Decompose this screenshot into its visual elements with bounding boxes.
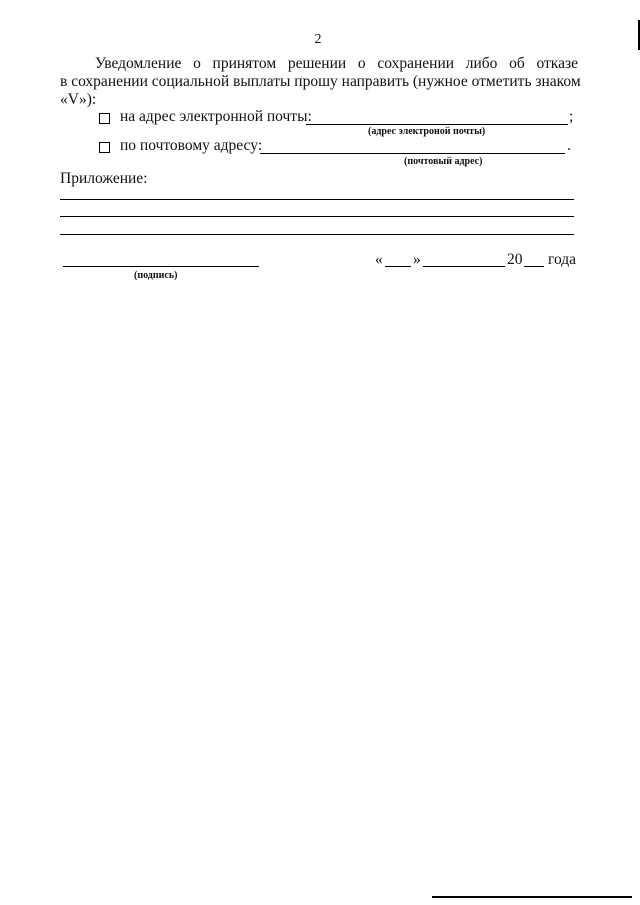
date-year-line[interactable] bbox=[524, 266, 544, 267]
signature-caption: (подпись) bbox=[134, 270, 178, 281]
date-month-line[interactable] bbox=[423, 266, 505, 267]
email-option-label: на адрес электронной почты: bbox=[120, 108, 312, 125]
attachment-line-2[interactable] bbox=[60, 216, 574, 217]
date-close-quote: » bbox=[413, 251, 421, 268]
email-input-line[interactable] bbox=[306, 124, 568, 125]
notice-line-1: Уведомление о принятом решении о сохранении либо об отказе bbox=[95, 55, 578, 72]
postal-input-line[interactable] bbox=[260, 153, 565, 154]
postal-option-label: по почтовому адресу: bbox=[120, 137, 263, 154]
date-day-line[interactable] bbox=[385, 266, 411, 267]
email-checkbox[interactable] bbox=[99, 113, 110, 124]
attachment-line-3[interactable] bbox=[60, 234, 574, 235]
postal-line-end: . bbox=[567, 137, 571, 154]
date-open-quote: « bbox=[375, 251, 383, 268]
postal-caption: (почтовый адрес) bbox=[404, 156, 483, 167]
notice-line-2: в сохранении социальной выплаты прошу направить (нужное отметить знаком bbox=[60, 73, 581, 90]
signature-line[interactable] bbox=[63, 266, 259, 267]
email-line-end: ; bbox=[569, 108, 574, 125]
postal-checkbox[interactable] bbox=[99, 142, 110, 153]
page-number: 2 bbox=[314, 32, 322, 47]
date-year-suffix: года bbox=[548, 251, 577, 268]
attachment-label: Приложение: bbox=[60, 170, 148, 187]
date-year-prefix: 20 bbox=[507, 251, 523, 268]
email-caption: (адрес электроной почты) bbox=[368, 126, 486, 137]
scan-bottom-mark bbox=[432, 896, 632, 898]
notice-line-3: «V»): bbox=[60, 91, 97, 108]
attachment-line-1[interactable] bbox=[60, 199, 574, 200]
